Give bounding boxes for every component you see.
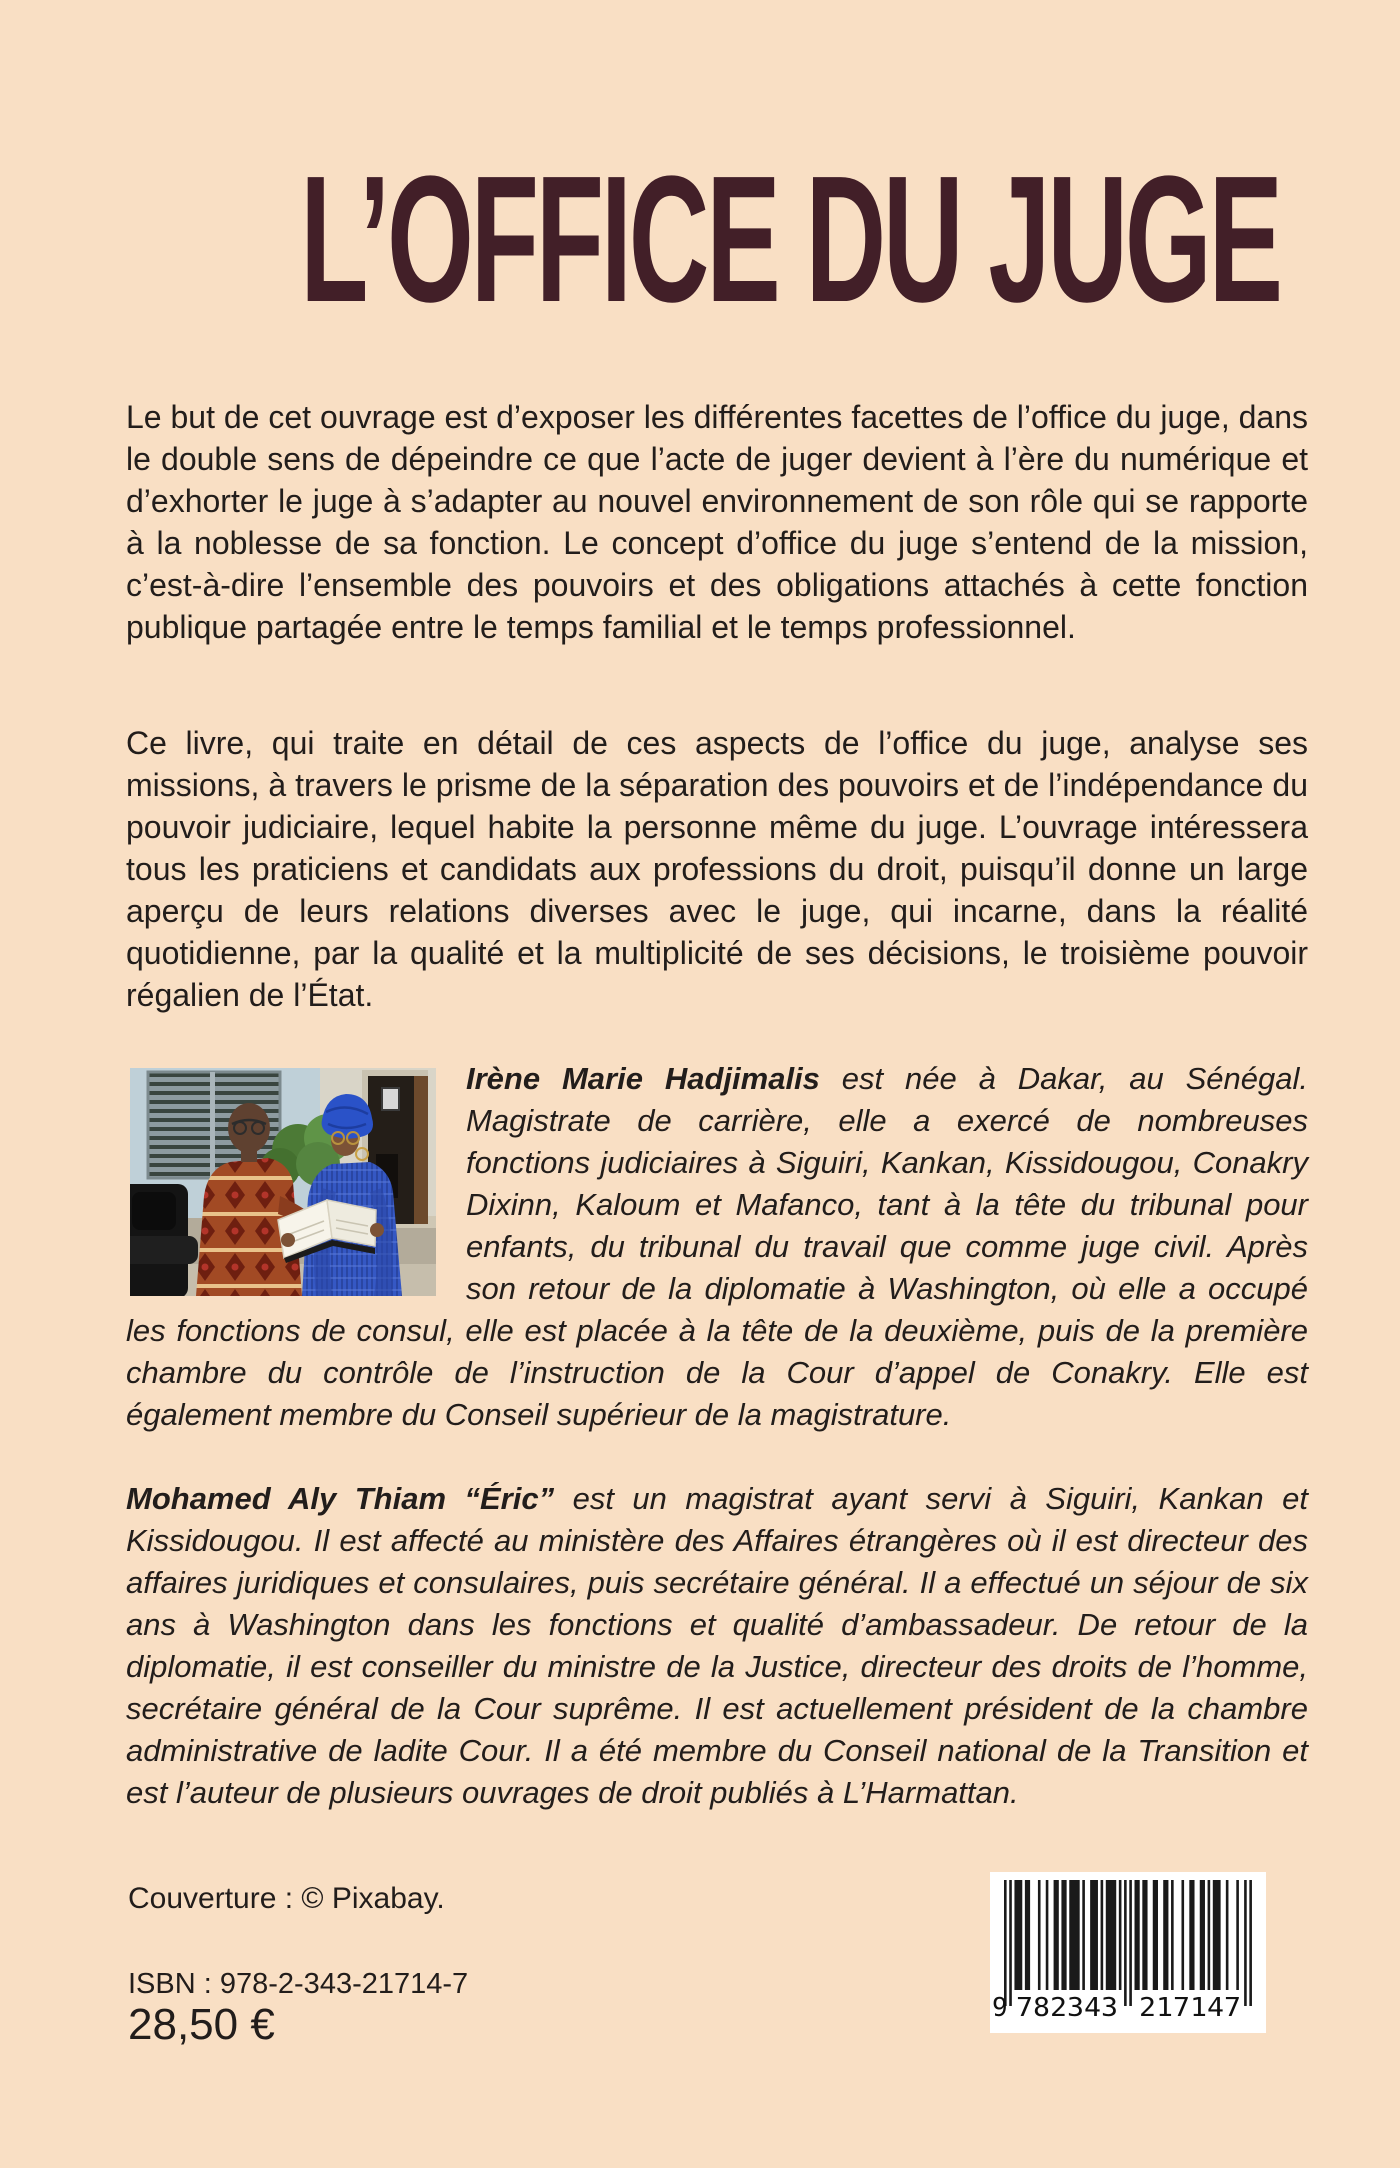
book-title: [0, 139, 1400, 340]
barcode-digits-left: 782343: [1016, 1993, 1118, 2023]
author2-name: Mohamed Aly Thiam “Éric”: [126, 1481, 555, 1516]
author1-bio: [126, 1058, 1308, 1436]
author2-bio-text: est un magistrat ayant servi à Siguiri, Kankan et Kissidougou. Il est affecté au ministère des Affaires étrangères où il est directeur des affaires juridiques et consulaires, puis secrétaire général. Il a effectué un séjour de six ans à Washington dans les fonctions et qualité d’ambassadeur. De retour de la diplomatie, il est conseiller du ministre de la Justice, directeur des droits de l’homme, secrétaire général de la Cour suprême. Il est actuellement président de la chambre administrative de ladite Cour. Il a été membre du Conseil national de la Transition et est l’auteur de plusieurs ouvrages de droit publiés à L’Harmattan.: [126, 1481, 1308, 1810]
barcode: [990, 1872, 1266, 2033]
author2-bio: [126, 1478, 1308, 1814]
barcode-digits-right: 217147: [1139, 1993, 1241, 2023]
price-text: 28,50 €: [128, 2000, 275, 2049]
isbn-text: ISBN : 978-2-343-21714-7: [128, 1968, 469, 2000]
barcode-digit-first: 9: [992, 1993, 1008, 2023]
synopsis-paragraph-1: Le but de cet ouvrage est d’exposer les différentes facettes de l’office du juge, dans le double sens de dépeindre ce que l’acte de juger devient à l’ère du numérique et d’exhorter le juge à s’adapter au nouvel environnement de son rôle qui se rapporte à la noblesse de sa fonction. Le concept d’office du juge s’entend de la mission, c’est-à-dire l’ensemble des pouvoirs et des obligations attachés à cette fonction publique partagée entre le temps familial et le temps professionnel.: [126, 399, 1308, 645]
cover-credit: Couverture : © Pixabay.: [128, 1882, 445, 1915]
authors-photo: [130, 1068, 436, 1296]
synopsis-paragraph-2: Ce livre, qui traite en détail de ces aspects de l’office du juge, analyse ses missions, à travers le prisme de la séparation des pouvoirs et de l’indépendance du pouvoir judiciaire, lequel habite la personne même du juge. L’ouvrage intéressera tous les praticiens et candidats aux professions du droit, puisqu’il donne un large aperçu de leurs relations diverses avec le juge, qui incarne, dans la réalité quotidienne, par la qualité et la multiplicité de ses décisions, le troisième pouvoir régalien de l’État.: [126, 725, 1308, 1013]
author1-name: Irène Marie Hadjimalis: [466, 1061, 820, 1096]
book-title-text: L’OFFICE DU JUGE: [300, 139, 1280, 340]
chair-icon: [130, 1184, 198, 1296]
author1-bio-text: est née à Dakar, au Sénégal. Magistrate de carrière, elle a exercé de nombreuses fonctions judiciaires à Siguiri, Kankan, Kissidougou, Conakry Dixinn, Kaloum et Mafanco, tant à la tête du tribunal pour enfants, du tribunal du travail que comme juge civil. Après son retour de la diplomatie à Washington, où elle a occupé les fonctions de consul, elle est placée à la tête de la deuxième, puis de la première chambre du contrôle de l’instruction de la Cour d’appel de Conakry. Elle est également membre du Conseil supérieur de la magistrature.: [126, 1061, 1308, 1432]
